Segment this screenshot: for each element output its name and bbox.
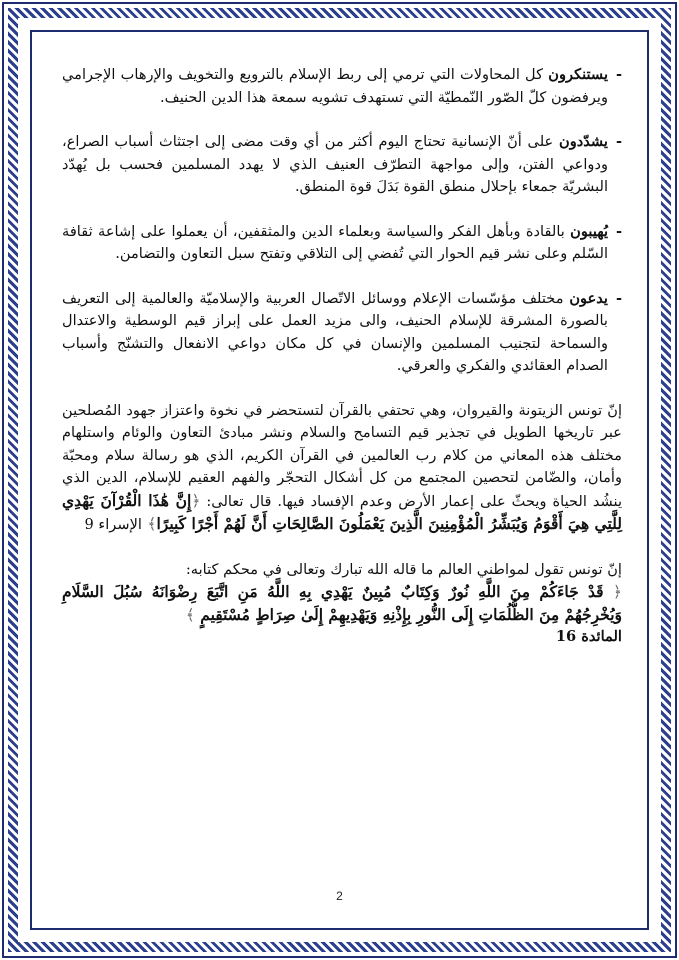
item-text: على أنّ الإنسانية تحتاج اليوم أكثر من أي وقت مضى إلى اجتثاث أسباب الصراع، ودواعي الفتن، وإلى مواجهة التطرّف العنيف الذي لا يهدد المسلمين فحسب بل يُهدّد البشريّة جمعاء بإحلال منطق القوة بَدَلَ قوة المنطق.: [62, 133, 608, 195]
list-item: [62, 288, 622, 378]
item-text: مختلف مؤسّسات الإعلام ووسائل الاتّصال العربية والإسلاميّة والعالمية إلى التعريف بالصورة المشرقة للإسلام الحنيف، والى مزيد العمل على إبراز قيم الوسطية والاعتدال والسماحة لتجنيب المسلمين والإنسان في كل مكان دواعي الانفعال والتشنّج وأسباب الصدام العقائدي والفكري والعرقي.: [62, 289, 608, 374]
list-dash: -: [615, 133, 622, 150]
paragraph-tunisia-quran: [62, 400, 622, 537]
verse-open-bracket: ﴿: [612, 583, 622, 601]
paragraph-text: إنّ تونس الزيتونة والقيروان، وهي تحتفي بالقرآن لتستحضر في نخوة واعتزاز جهود المُصلحين عبر تاريخها الطويل في تجذير قيم التسامح والسلام ونشر مبادئ التعاون والوئام واستلهام مختلف هذه المعاني من كلام رب العالمين في القرآن الكريم، الذي هو رسالة سلام ومحبّة وأمان، والضّامن لتحصين المجتمع من كل أشكال التحجّر والفهم العقيم للإسلام، الدين الذي ينشُد الحياة ويحثّ على إعمار الأرض وعدم الإفساد فيها. قال تعالى:: [62, 401, 623, 510]
list-dash: -: [615, 222, 622, 240]
item-text: كل المحاولات التي ترمي إلى ربط الإسلام بالترويع والتخويف والإرهاب الإجرامي ويرفضون كلّ الصّور النّمطيّة التي تستهدف تشويه سمعة هذا الدين الحنيف.: [62, 66, 608, 106]
item-text: بالقادة وبأهل الفكر والسياسة وبعلماء الدين والمثقفين، أن يعملوا على إشاعة ثقافة السّلم وعلى نشر قيم الحوار التي تُفضي إلى التلاقي وتفتح سبل التعاون والتضامن.: [62, 222, 608, 262]
verse-open-bracket: ﴿: [191, 491, 201, 510]
list-item: [62, 221, 622, 266]
verse-reference: المائدة 16: [555, 628, 622, 645]
list-item: [62, 64, 622, 109]
paragraph-tunisia-message: [62, 559, 622, 649]
item-keyword: يُهيبون: [570, 222, 609, 240]
item-keyword: يشدّدون: [558, 133, 608, 150]
paragraph-text: إنّ تونس تقول لمواطني العالم ما قاله الله تبارك وتعالى في محكم كتابه:: [185, 560, 622, 578]
list-dash: -: [615, 66, 622, 83]
verse-close-bracket: ﴾: [147, 515, 157, 533]
verse-text: قَدْ جَاءَكُمْ مِنَ اللَّهِ نُورٌ وَكِتَابٌ مُبِينٌ يَهْدِي بِهِ اللَّهُ مَنِ اتَّبَعَ رِضْوَانَهُ سُبُلَ السَّلَامِ وَيُخْرِجُهُمْ مِنَ الظُّلُمَاتِ إِلَى النُّورِ بِإِذْنِهِ وَيَهْدِيهِمْ إِلَىٰ صِرَاطٍ مُسْتَقِيمٍ: [62, 582, 622, 624]
list-item: [62, 131, 622, 199]
verse-close-bracket: ﴾: [185, 605, 195, 624]
verse-text: إِنَّ هَٰذَا الْقُرْآنَ يَهْدِي لِلَّتِي هِيَ أَقْوَمُ وَيُبَشِّرُ الْمُؤْمِنِينَ الَّذِينَ يَعْمَلُونَ الصَّالِحَاتِ أَنَّ لَهُمْ أَجْرًا كَبِيرًا: [62, 490, 622, 533]
quran-verse: [62, 581, 622, 626]
item-keyword: يستنكرون: [548, 66, 609, 83]
verse-reference: الإسراء 9: [84, 516, 142, 533]
item-keyword: يدعون: [569, 289, 608, 307]
document-body: [62, 64, 622, 910]
page-number: 2: [336, 889, 343, 903]
list-dash: -: [615, 289, 622, 307]
